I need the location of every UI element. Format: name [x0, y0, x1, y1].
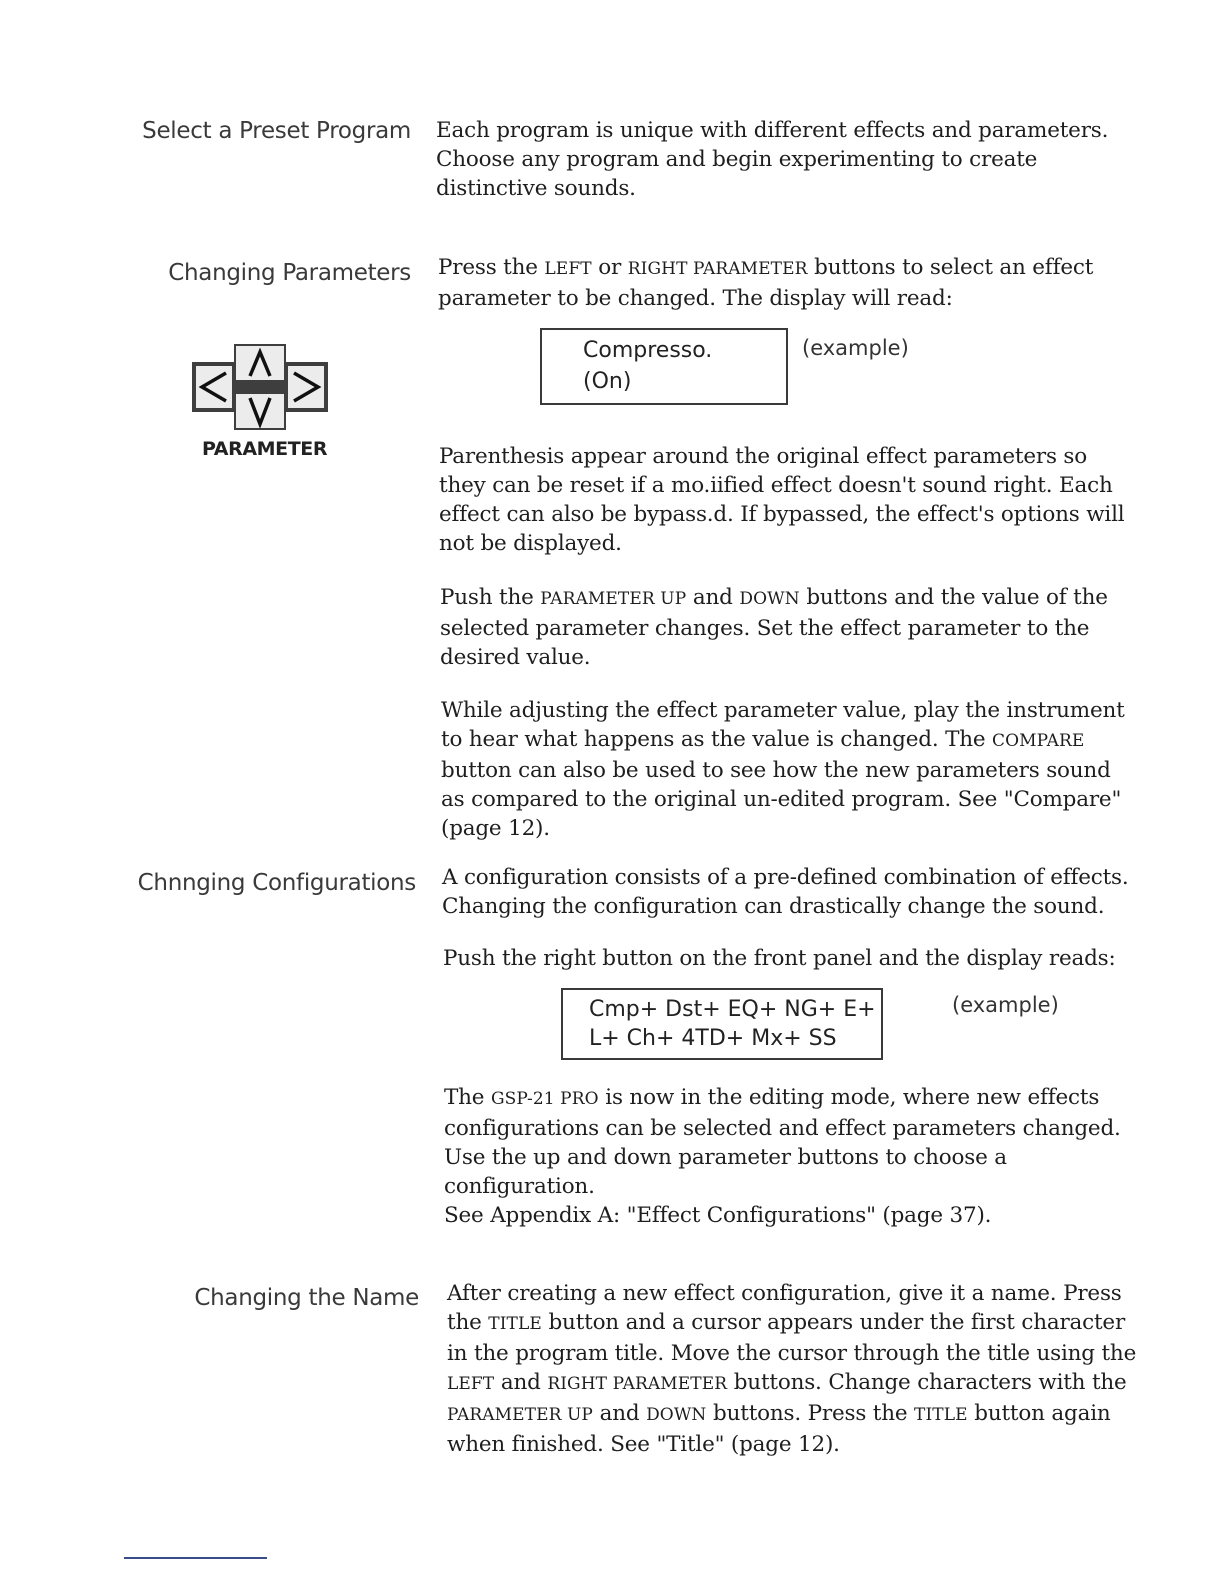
- text-run: and: [494, 1370, 548, 1395]
- lcd-line-2: L+ Ch+ 4TD+ Mx+ SS: [589, 1026, 837, 1051]
- paragraph-push-parameter: [440, 583, 1160, 672]
- button-name-title: TITLE: [488, 1314, 542, 1334]
- text-run: to hear what happens as the value is changed. The: [441, 727, 993, 752]
- text-line: selected parameter changes. Set the effect parameter to the: [440, 616, 1090, 641]
- text-line: A configuration consists of a pre-defined combination of effects.: [442, 865, 1129, 890]
- text-line: distinctive sounds.: [436, 176, 636, 201]
- heading-changing-name: Changing the Name: [194, 1285, 419, 1311]
- text-line: when finished. See "Title" (page 12).: [447, 1432, 840, 1457]
- example-note: (example): [952, 993, 1059, 1017]
- text-run: and: [592, 1401, 647, 1426]
- text-run: Press the: [438, 255, 545, 280]
- text-line: configuration.: [444, 1174, 595, 1199]
- heading-changing-configurations: Chnnging Configurations: [137, 870, 416, 896]
- text-line: Push the right button on the front panel and the display reads:: [443, 946, 1116, 971]
- paragraph-editing-mode: [444, 1083, 1164, 1230]
- lcd-line-2: (On): [583, 369, 632, 394]
- text-line: [447, 1368, 1177, 1399]
- text-run: the: [447, 1310, 489, 1335]
- footer-rule: [124, 1557, 267, 1559]
- parameter-label: PARAMETER: [202, 438, 328, 460]
- text-line: Parenthesis appear around the original effect parameters so: [439, 444, 1087, 469]
- text-line: desired value.: [440, 645, 591, 670]
- text-line: Use the up and down parameter buttons to choose a: [444, 1145, 1007, 1170]
- paragraph-push-right: [443, 944, 1163, 973]
- parameter-down-icon: [236, 394, 284, 428]
- button-name-down: DOWN: [739, 589, 800, 609]
- button-name-title: TITLE: [914, 1405, 968, 1425]
- text-line: Each program is unique with different effects and parameters.: [436, 118, 1109, 143]
- paragraph-parameter-intro: [438, 253, 1158, 313]
- text-run: is now in the editing mode, where new effects: [598, 1085, 1100, 1110]
- text-run: buttons. Press the: [706, 1401, 915, 1426]
- lcd-line-1: Compresso.: [583, 338, 713, 363]
- text-run: buttons and the value of the: [799, 585, 1108, 610]
- text-line: [438, 253, 1158, 284]
- lcd-line-1: Cmp+ Dst+ EQ+ NG+ E+: [589, 997, 876, 1022]
- text-run: Push the: [440, 585, 541, 610]
- text-line: in the program title. Move the cursor through the title using the: [447, 1341, 1137, 1366]
- text-line: configurations can be selected and effect parameters changed.: [444, 1116, 1121, 1141]
- text-line: not be displayed.: [439, 531, 622, 556]
- paragraph-adjusting: [441, 696, 1161, 843]
- button-name-right-parameter: RIGHT PARAMETER: [547, 1374, 728, 1394]
- product-name: GSP-21 PRO: [490, 1089, 599, 1109]
- parameter-buttons-icon: [190, 340, 330, 434]
- parameter-right-icon: [288, 366, 324, 408]
- text-run: button and a cursor appears under the first character: [541, 1310, 1126, 1335]
- text-run: buttons. Change characters with the: [727, 1370, 1127, 1395]
- text-line: After creating a new effect configuration, give it a name. Press: [447, 1281, 1122, 1306]
- text-run: and: [686, 585, 740, 610]
- parameter-left-icon: [196, 366, 232, 408]
- lcd-display-parameter: [540, 328, 788, 405]
- text-line: [441, 725, 1161, 756]
- paragraph-parenthesis: [439, 442, 1159, 558]
- text-line: While adjusting the effect parameter value, play the instrument: [441, 698, 1125, 723]
- button-name-down: DOWN: [646, 1405, 707, 1425]
- lcd-display-configuration: [561, 988, 883, 1060]
- button-name-left: LEFT: [447, 1374, 495, 1394]
- button-name-parameter-up: PARAMETER UP: [540, 589, 687, 609]
- text-line: effect can also be bypass.d. If bypassed, the effect's options will: [439, 502, 1125, 527]
- paragraph-changing-name: [447, 1279, 1177, 1459]
- paragraph-configuration: [442, 863, 1162, 921]
- text-run: button again: [967, 1401, 1111, 1426]
- text-run: The: [444, 1085, 491, 1110]
- text-line: button can also be used to see how the new parameters sound: [441, 758, 1111, 783]
- button-name-right-parameter: RIGHT PARAMETER: [627, 259, 808, 279]
- button-name-parameter-up: PARAMETER UP: [447, 1405, 593, 1425]
- text-line: [440, 583, 1160, 614]
- text-line: [447, 1399, 1177, 1430]
- text-line: Choose any program and begin experimenting to create: [436, 147, 1038, 172]
- paragraph-select-preset: [436, 116, 1156, 203]
- text-line: Changing the configuration can drastically change the sound.: [442, 894, 1105, 919]
- text-run: or: [591, 255, 628, 280]
- text-line: [444, 1083, 1164, 1114]
- example-note: (example): [802, 336, 909, 360]
- text-line: (page 12).: [441, 816, 550, 841]
- button-name-compare: COMPARE: [992, 731, 1085, 751]
- text-line: they can be reset if a mo.iified effect doesn't sound right. Each: [439, 473, 1113, 498]
- button-name-left: LEFT: [544, 259, 592, 279]
- text-line: See Appendix A: "Effect Configurations" (page 37).: [444, 1203, 992, 1228]
- parameter-up-icon: [236, 346, 284, 380]
- heading-select-preset: Select a Preset Program: [142, 118, 411, 144]
- heading-changing-parameters: Changing Parameters: [168, 260, 411, 286]
- text-line: parameter to be changed. The display will read:: [438, 286, 953, 311]
- text-run: buttons to select an effect: [807, 255, 1094, 280]
- text-line: [447, 1308, 1177, 1339]
- text-line: as compared to the original un-edited program. See "Compare": [441, 787, 1122, 812]
